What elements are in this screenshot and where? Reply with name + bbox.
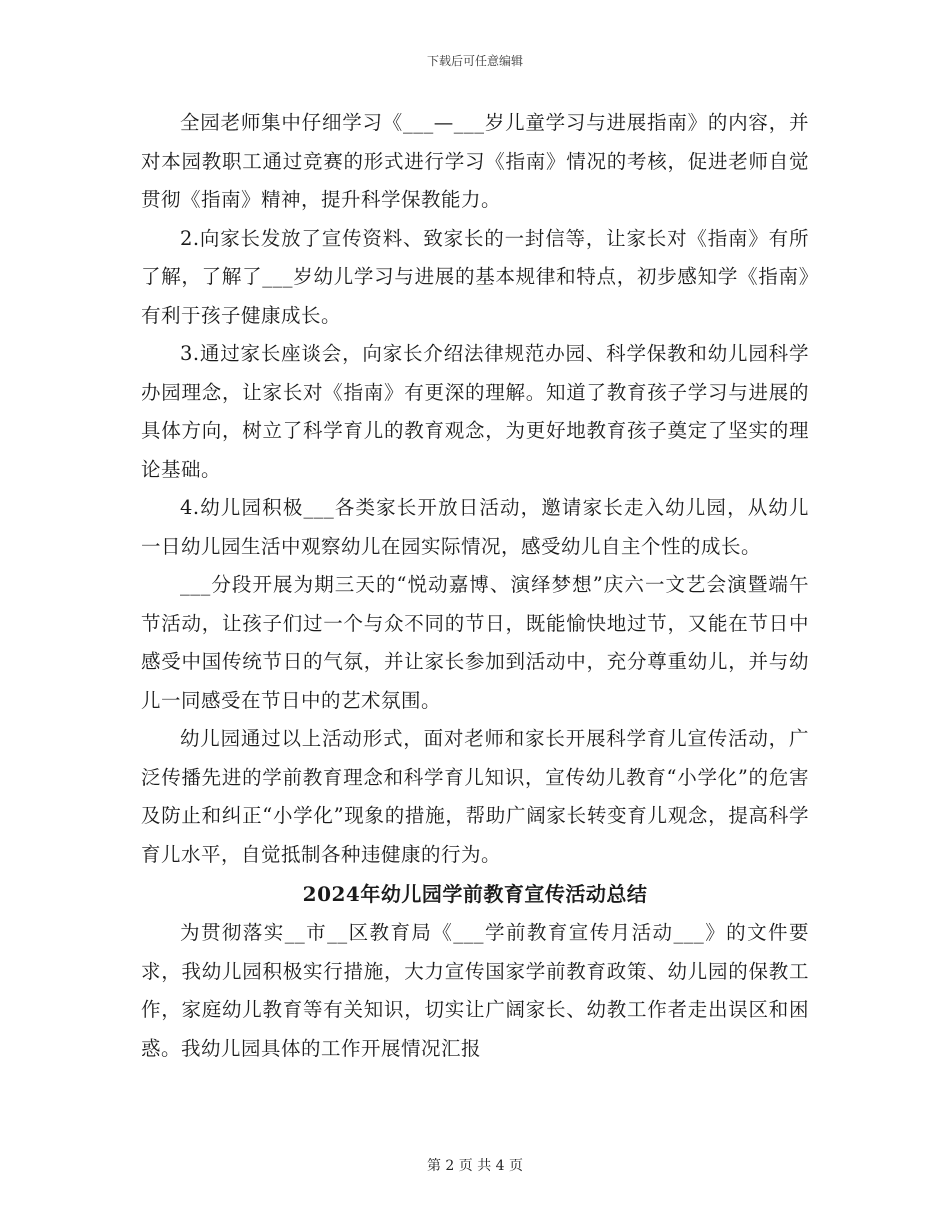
page-number: 第 2 页 共 4 页 xyxy=(426,1158,524,1174)
header-note: 下载后可任意编辑 xyxy=(426,54,523,68)
section-title: 2024年幼儿园学前教育宣传活动总结 xyxy=(302,882,648,906)
paragraph-open-day: 4.幼儿园积极___各类家长开放日活动，邀请家长走入幼儿园，从幼儿一日幼儿园生活中观察幼儿在园实际情况，感受幼儿自主个性的成长。 xyxy=(141,496,809,558)
paragraph-festival: ___分段开展为期三天的“悦动嘉博、演绎梦想”庆六一文艺会演暨端午节活动，让孩子们过一个与众不同的节日，既能愉快地过节，又能在节日中感受中国传统节日的气氛，并让家长参加到活动中，充分尊重幼儿，并与幼儿一同感受在节日中的艺术氛围。 xyxy=(141,573,809,712)
paragraph-parent-meeting: 3.通过家长座谈会，向家长介绍法律规范办园、科学保教和幼儿园科学办园理念，让家长对《指南》有更深的理解。知道了教育孩子学习与进展的具体方向，树立了科学育儿的教育观念，为更好地教育孩子奠定了坚实的理论基础。 xyxy=(141,342,809,481)
paragraph-study-guide: 全园老师集中仔细学习《___—___岁儿童学习与进展指南》的内容，并对本园教职工通过竞赛的形式进行学习《指南》情况的考核，促进老师自觉贯彻《指南》精神，提升科学保教能力。 xyxy=(141,111,809,211)
paragraph-parent-materials: 2.向家长发放了宣传资料、致家长的一封信等，让家长对《指南》有所了解，了解了___岁幼儿学习与进展的基本规律和特点，初步感知学《指南》有利于孩子健康成长。 xyxy=(141,226,809,327)
paragraph-section-intro: 为贯彻落实__市__区教育局《___学前教育宣传月活动___》的文件要求，我幼儿园积极实行措施，大力宣传国家学前教育政策、幼儿园的保教工作，家庭幼儿教育等有关知识，切实让广阔家长、幼教工作者走出误区和困惑。我幼儿园具体的工作开展情况汇报 xyxy=(141,921,809,1060)
document-body xyxy=(141,104,809,1068)
paragraph-summary: 幼儿园通过以上活动形式，面对老师和家长开展科学育儿宣传活动，广泛传播先进的学前教育理念和科学育儿知识，宣传幼儿教育“小学化”的危害及防止和纠正“小学化”现象的措施，帮助广阔家长转变育儿观念，提高科学育儿水平，自觉抵制各种违健康的行为。 xyxy=(141,727,809,866)
